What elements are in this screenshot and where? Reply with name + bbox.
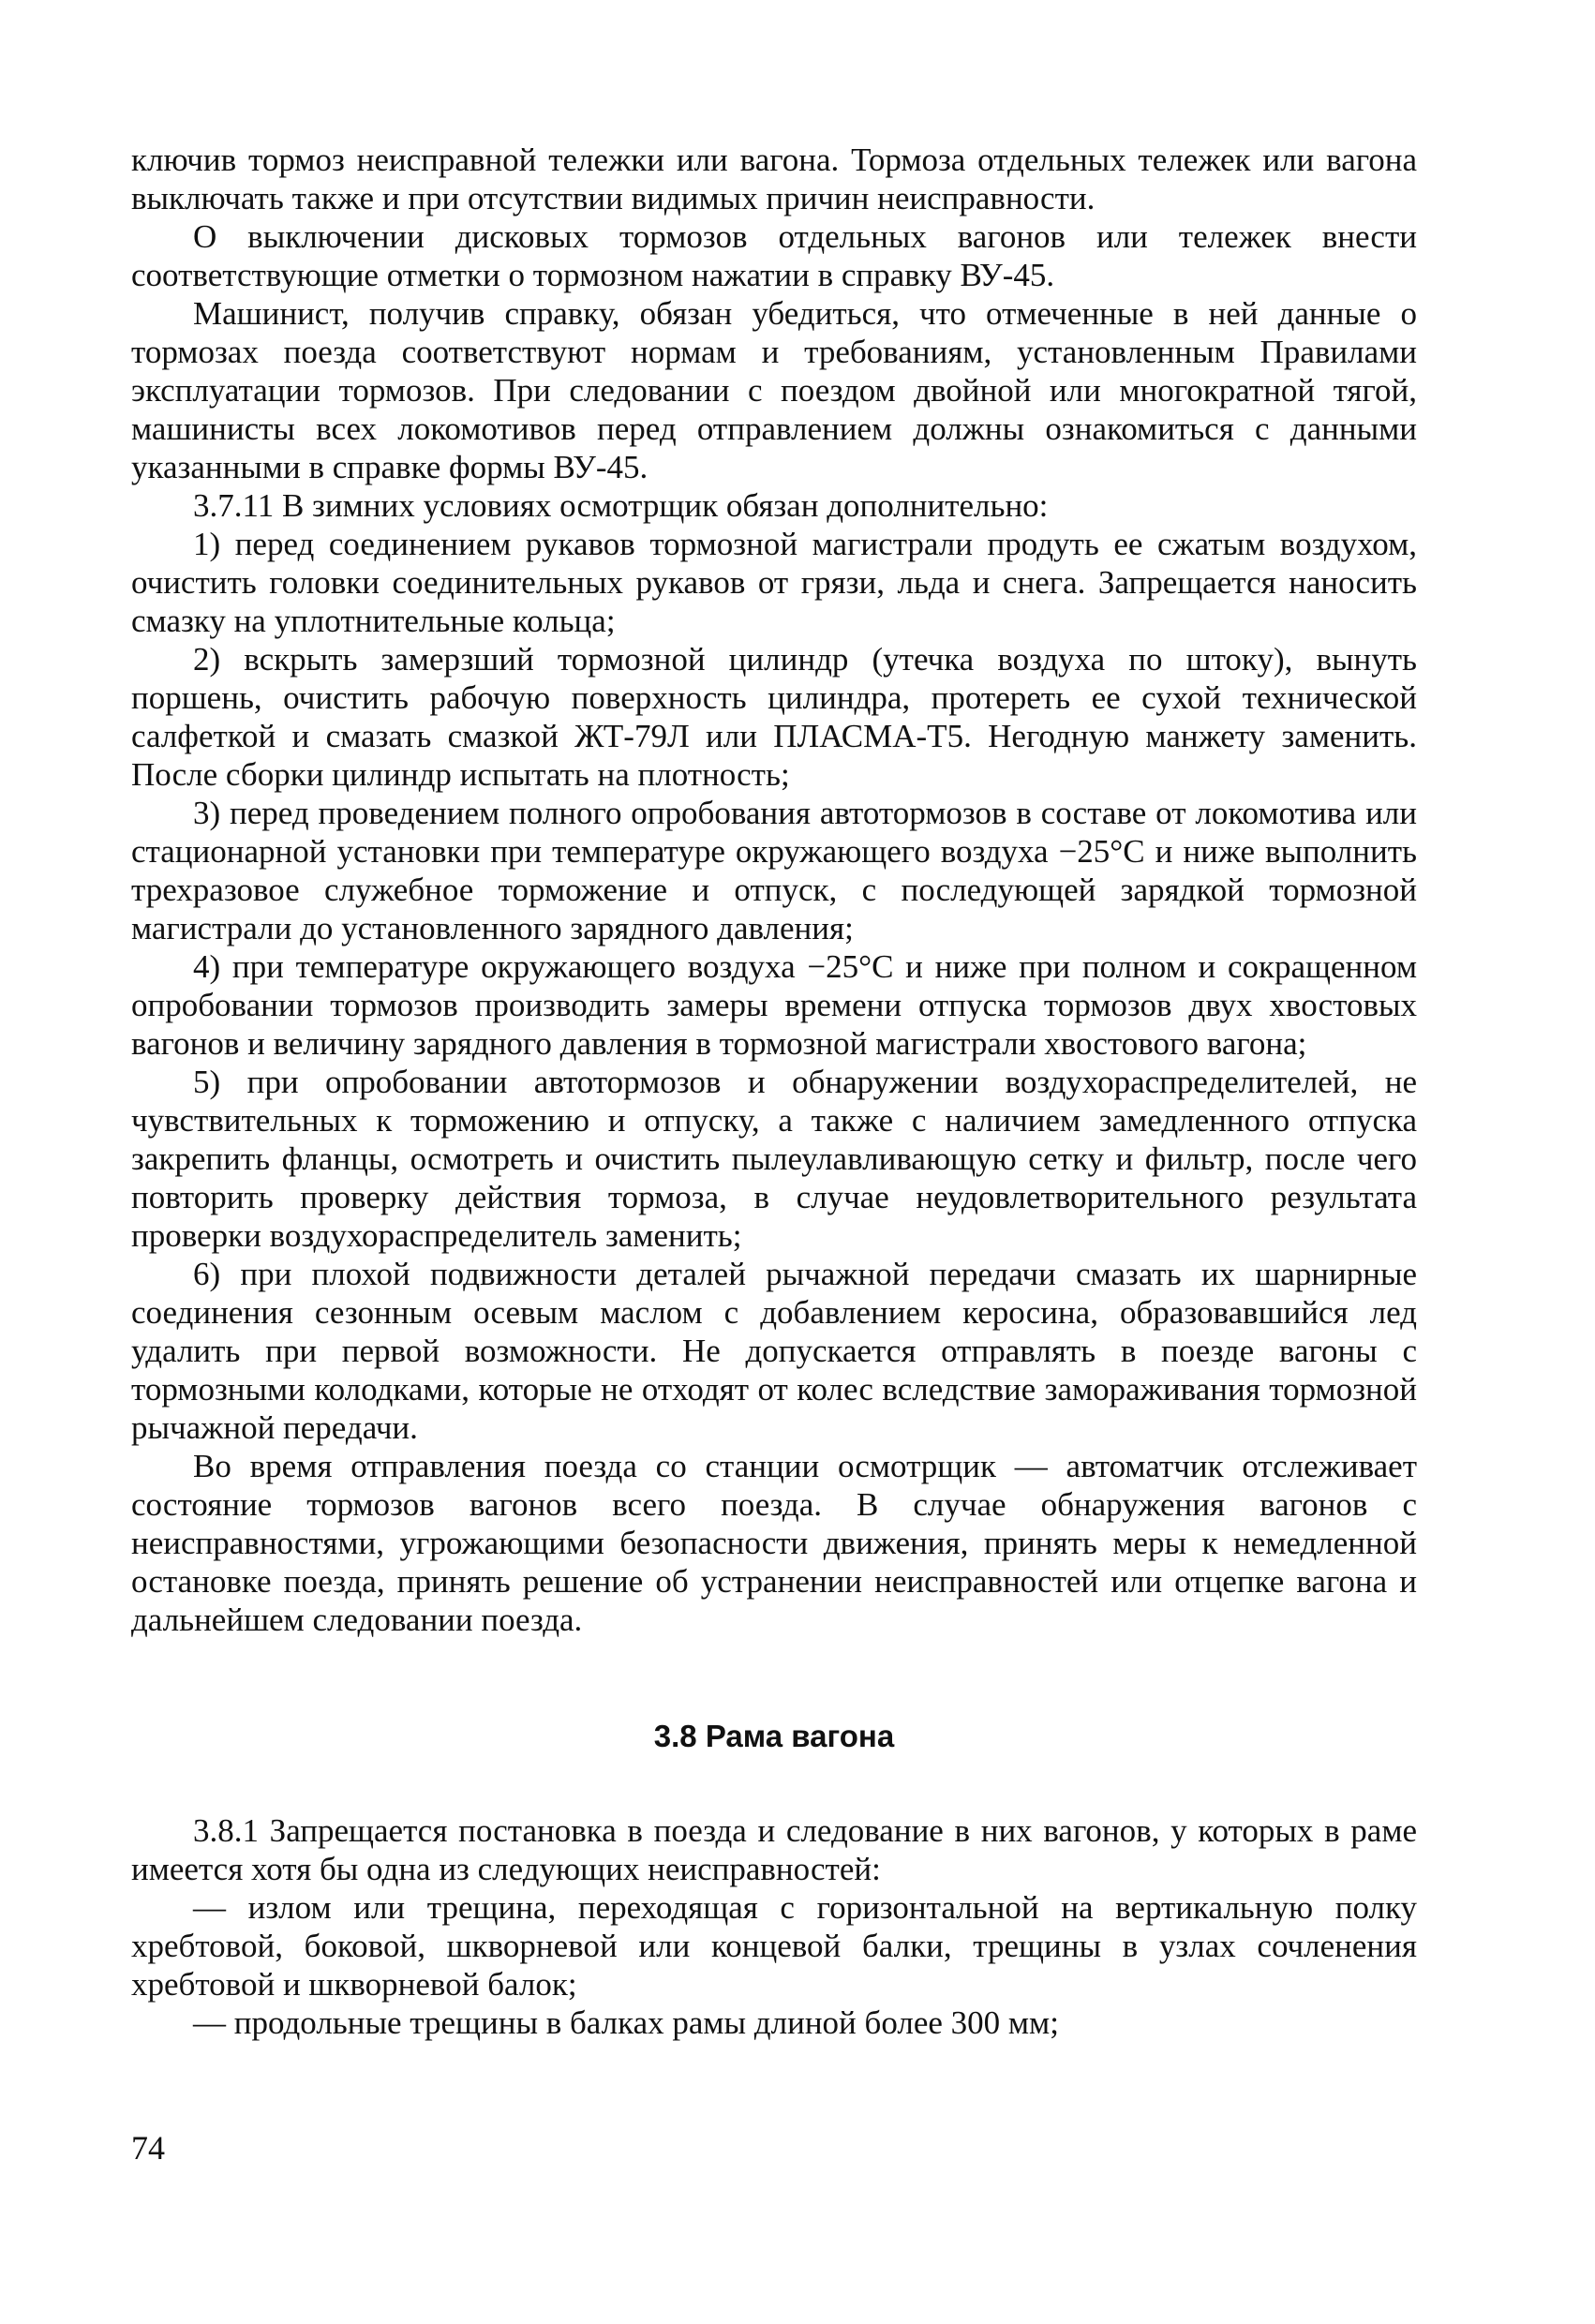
paragraph-driver: Машинист, получив справку, обязан убедиться, что отмеченные в ней данные о тормозах поезда соответствуют нормам и требованиям, установленным Правилами эксплуатации тормозов. При следовании с поездом двойной или многократной тягой, машинисты всех локомотивов перед отправлением должны ознакомиться с данными указанными в справке формы ВУ-45. <box>131 295 1417 485</box>
list-item-4: 4) при температуре окружающего воздуха −25°С и ниже при полном и сокращенном опробовании тормозов производить замеры времени отпуска тормозов двух хвостовых вагонов и величину зарядного давления в тормозной магистрали хвостового вагона; <box>131 948 1417 1062</box>
page-number: 74 <box>131 2129 165 2167</box>
page-body <box>131 141 1417 2042</box>
list-item-5: 5) при опробовании автотормозов и обнаружении воздухораспределителей, не чувствительных к торможению и отпуску, а также с наличием замедленного отпуска закрепить фланцы, осмотреть и очистить пылеулавливающую сетку и фильтр, после чего повторить проверку действия тормоза, в случае неудовлетворительного результата проверки воздухораспределитель заменить; <box>131 1064 1417 1254</box>
paragraph-departure: Во время отправления поезда со станции осмотрщик — автоматчик отслеживает состояние тормозов вагонов всего поезда. В случае обнаружения вагонов с неисправностями, угрожающими безопасности движения, принять меры к немедленной остановке поезда, принять решение об устранении неисправностей или отцепке вагона и дальнейшем следовании поезда. <box>131 1448 1417 1638</box>
dash-item-fracture: — излом или трещина, переходящая с горизонтальной на вертикальную полку хребтовой, боковой, шкворневой или концевой балки, трещины в узлах сочленения хребтовой и шкворневой балок; <box>131 1889 1417 2003</box>
paragraph-3-8-1: 3.8.1 Запрещается постановка в поезда и следование в них вагонов, у которых в раме имеется хотя бы одна из следующих неисправностей: <box>131 1812 1417 1887</box>
section-title: 3.8 Рама вагона <box>653 1719 895 1753</box>
list-item-2: 2) вскрыть замерзший тормозной цилиндр (утечка воздуха по штоку), вынуть поршень, очистить рабочую поверхность цилиндра, протереть ее сухой технической салфеткой и смазать смазкой ЖТ-79Л или ПЛАСМА-Т5. Негодную манжету заменить. После сборки цилиндр испытать на плотность; <box>131 641 1417 793</box>
dash-item-cracks: — продольные трещины в балках рамы длиной более 300 мм; <box>193 2004 1059 2041</box>
list-item-6: 6) при плохой подвижности деталей рычажной передачи смазать их шарнирные соединения сезонным осевым маслом с добавлением керосина, образовавшийся лед удалить при первой возможности. Не допускается отправлять в поезде вагоны с тормозными колодками, которые не отходят от колес вследствие замораживания тормозной рычажной передачи. <box>131 1256 1417 1446</box>
paragraph-disc-brakes: О выключении дисковых тормозов отдельных вагонов или тележек внести соответствующие отметки о тормозном нажатии в справку ВУ-45. <box>131 218 1417 293</box>
paragraph-3-7-11: 3.7.11 В зимних условиях осмотрщик обязан дополнительно: <box>193 487 1049 524</box>
paragraph-continuation: ключив тормоз неисправной тележки или вагона. Тормоза отдельных тележек или вагона выключать также и при отсутствии видимых причин неисправности. <box>131 142 1417 216</box>
list-item-1: 1) перед соединением рукавов тормозной магистрали продуть ее сжатым воздухом, очистить головки соединительных рукавов от грязи, льда и снега. Запрещается наносить смазку на уплотнительные кольца; <box>131 526 1417 639</box>
list-item-3: 3) перед проведением полного опробования автотормозов в составе от локомотива или стационарной установки при температуре окружающего воздуха −25°С и ниже выполнить трехразовое служебное торможение и отпуск, с последующей зарядкой тормозной магистрали до установленного зарядного давления; <box>131 795 1417 946</box>
